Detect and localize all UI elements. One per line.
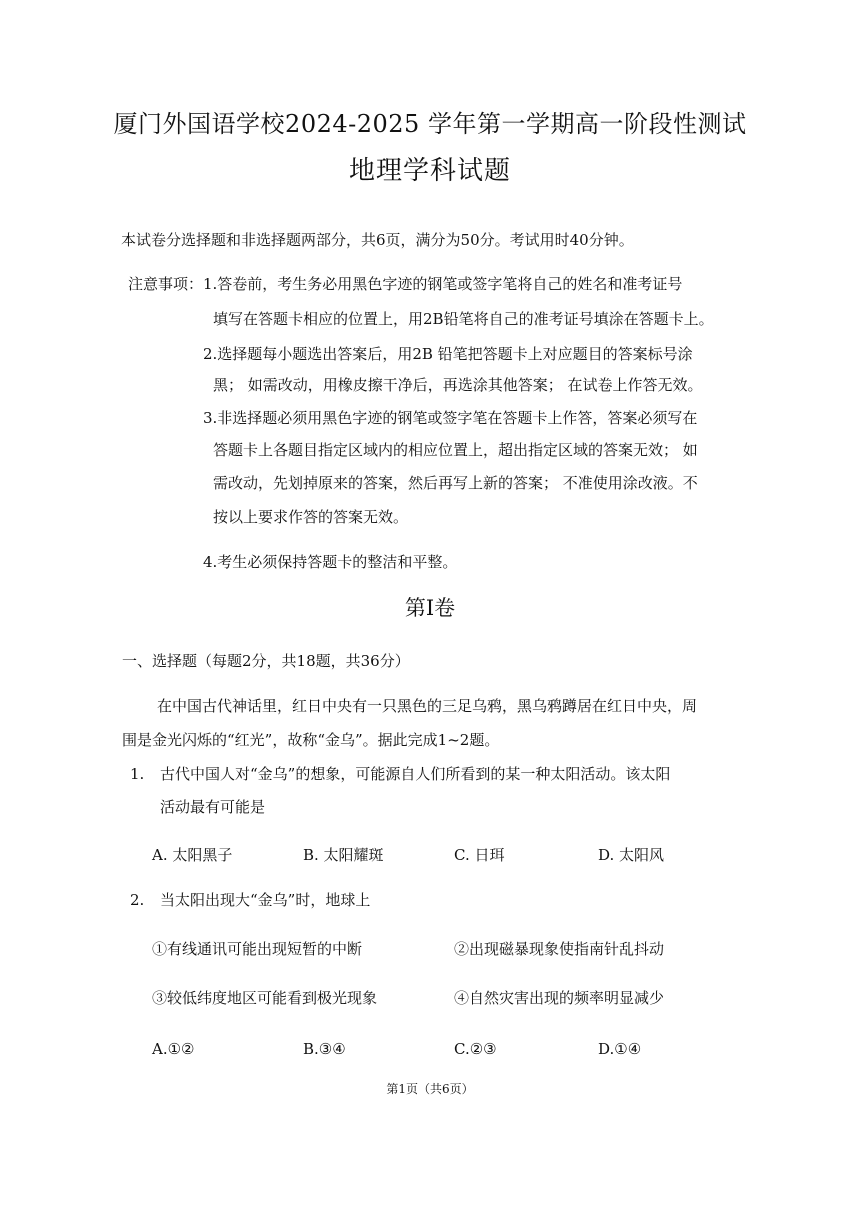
question-2-option-c: C.②③ [454, 1040, 497, 1058]
passage-line-2: 围是金光闪烁的“红光”，故称“金乌”。据此完成1~2题。 [122, 731, 500, 749]
question-2-stem: 当太阳出现大“金乌”时，地球上 [160, 891, 371, 909]
question-1-option-c: C. 日珥 [454, 846, 505, 864]
note-3-line-1: 3.非选择题必须用黑色字迹的钢笔或签字笔在答题卡上作答，答案必须写在 [203, 409, 698, 427]
page-footer: 第1页（共6页） [386, 1082, 474, 1096]
note-2-line-1: 2.选择题每小题选出答案后，用2B 铅笔把答题卡上对应题目的答案标号涂 [203, 345, 693, 363]
question-2-item-3: ③较低纬度地区可能看到极光现象 [152, 989, 378, 1007]
exam-intro: 本试卷分选择题和非选择题两部分，共6页，满分为50分。考试用时40分钟。 [121, 231, 634, 249]
question-2-option-b: B.③④ [303, 1040, 346, 1058]
section-title: 第Ⅰ卷 [404, 596, 456, 620]
question-2-item-1: ①有线通讯可能出现短暂的中断 [152, 940, 363, 958]
note-1-line-1: 1.答卷前，考生务必用黑色字迹的钢笔或签字笔将自己的姓名和准考证号 [203, 275, 683, 293]
question-1-option-a: A. 太阳黑子 [152, 846, 233, 864]
question-2-item-2: ②出现磁暴现象使指南针乱抖动 [454, 940, 665, 958]
question-2-option-a: A.①② [152, 1040, 195, 1058]
part-heading: 一、选择题（每题2分，共18题，共36分） [122, 652, 410, 670]
notes-label: 注意事项： [128, 275, 204, 293]
note-2-line-2: 黑； 如需改动，用橡皮擦干净后，再选涂其他答案； 在试卷上作答无效。 [213, 376, 703, 394]
note-3-line-2: 答题卡上各题目指定区域内的相应位置上，超出指定区域的答案无效； 如 [213, 441, 698, 459]
question-2-item-4: ④自然灾害出现的频率明显减少 [454, 989, 665, 1007]
note-4: 4.考生必须保持答题卡的整洁和平整。 [203, 553, 458, 571]
note-3-line-3: 需改动，先划掉原来的答案，然后再写上新的答案； 不准使用涂改液。不 [213, 474, 698, 492]
question-2-option-d: D.①④ [598, 1040, 642, 1058]
exam-subtitle: 地理学科试题 [348, 156, 511, 186]
question-1-option-b: B. 太阳耀斑 [303, 846, 384, 864]
exam-title: 厦门外国语学校2024-2025 学年第一学期高一阶段性测试 [113, 110, 747, 138]
question-1-option-d: D. 太阳风 [598, 846, 665, 864]
question-1-stem-line-2: 活动最有可能是 [160, 798, 266, 816]
note-1-line-2: 填写在答题卡相应的位置上，用2B铅笔将自己的准考证号填涂在答题卡上。 [213, 310, 714, 328]
note-3-line-4: 按以上要求作答的答案无效。 [213, 508, 409, 526]
question-1-stem-line-1: 古代中国人对“金乌”的想象，可能源自人们所看到的某一种太阳活动。该太阳 [160, 765, 671, 783]
question-1-number: 1. [130, 765, 145, 783]
question-2-number: 2. [130, 891, 145, 909]
passage-line-1: 在中国古代神话里，红日中央有一只黑色的三足乌鸦，黑乌鸦蹲居在红日中央，周 [157, 697, 698, 715]
